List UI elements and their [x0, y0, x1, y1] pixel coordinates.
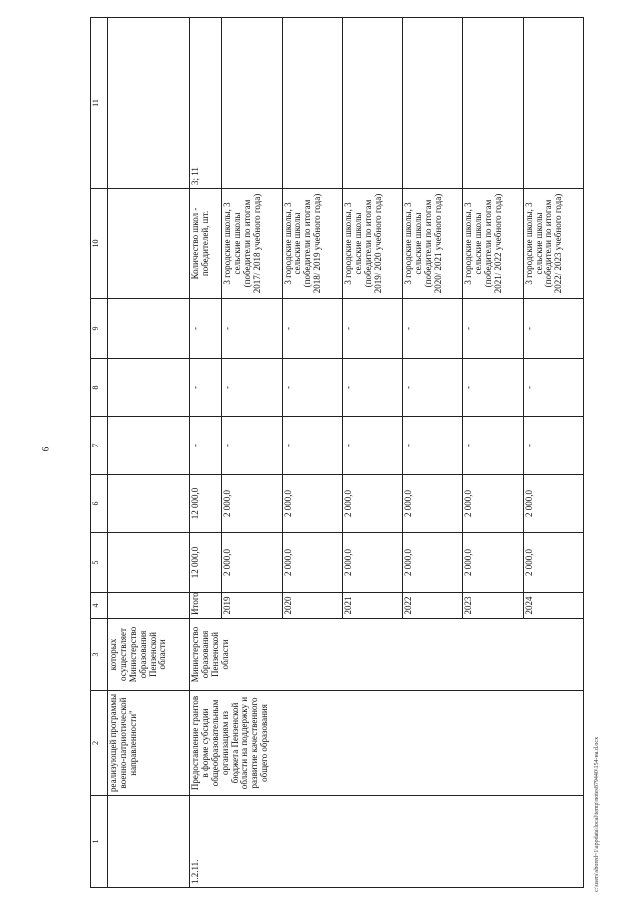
- value-cell: -: [342, 359, 402, 417]
- cell: [108, 189, 190, 299]
- continued-executor: которых осуществляет Министерство образования Пензенской области: [108, 619, 190, 691]
- value-cell: -: [190, 359, 222, 417]
- year-cell: 2022: [403, 593, 463, 619]
- year-cell: 2019: [222, 593, 282, 619]
- item-executor: Министерство образования Пензенской области: [190, 619, 584, 691]
- amount-cell: 2 000,0: [282, 475, 342, 533]
- item-number: 1.2.11.: [190, 796, 584, 888]
- column-number: 1: [91, 796, 108, 888]
- continuation-row: [108, 18, 190, 888]
- reference-cell: 3; 11: [190, 18, 222, 189]
- column-number: 7: [91, 417, 108, 475]
- continued-name: реализующей программы военно-патриотической направленности": [108, 691, 190, 796]
- value-cell: -: [523, 359, 583, 417]
- year-cell: 2023: [463, 593, 523, 619]
- cell: [282, 18, 342, 189]
- amount-cell: 2 000,0: [523, 533, 583, 593]
- value-cell: -: [282, 299, 342, 359]
- column-number: 4: [91, 593, 108, 619]
- value-cell: -: [282, 359, 342, 417]
- cell: [463, 18, 523, 189]
- column-number: 2: [91, 691, 108, 796]
- value-cell: -: [190, 299, 222, 359]
- amount-cell: 2 000,0: [282, 533, 342, 593]
- indicator-cell: 3 городские школы, 3 сельские школы (победители по итогам 2021/ 2022 учебного года): [463, 189, 523, 299]
- year-cell: 2024: [523, 593, 583, 619]
- column-number-row: [91, 18, 108, 888]
- value-cell: -: [282, 417, 342, 475]
- indicator-cell: 3 городские школы, 3 сельские школы (победители по итогам 2017/ 2018 учебного года): [222, 189, 282, 299]
- value-cell: -: [463, 359, 523, 417]
- indicator-cell: 3 городские школы, 3 сельские школы (победители по итогам 2022/ 2023 учебного года): [523, 189, 583, 299]
- cell: [108, 796, 190, 888]
- value-cell: -: [342, 417, 402, 475]
- table-row: [190, 18, 222, 888]
- file-path-footer: c:\users\sbored~1\appdata\local\temp\notes879440\154-на.d.ocx: [594, 736, 600, 892]
- item-name: Предоставление грантов в форме субсидии общеобразовательным организациям из бюджета Пензенской области на поддержку и развитие качественного общего образования: [190, 691, 584, 796]
- indicator-cell: Количество школ - победителей, шт.: [190, 189, 222, 299]
- value-cell: -: [342, 299, 402, 359]
- amount-cell: 2 000,0: [222, 533, 282, 593]
- year-cell: 2021: [342, 593, 402, 619]
- column-number: 5: [91, 533, 108, 593]
- column-number: 6: [91, 475, 108, 533]
- amount-cell: 2 000,0: [463, 533, 523, 593]
- amount-cell: 2 000,0: [463, 475, 523, 533]
- cell: [108, 417, 190, 475]
- cell: [403, 18, 463, 189]
- value-cell: -: [523, 299, 583, 359]
- value-cell: -: [403, 359, 463, 417]
- value-cell: -: [222, 359, 282, 417]
- value-cell: -: [463, 299, 523, 359]
- amount-cell: 12 000,0: [190, 533, 222, 593]
- amount-cell: 2 000,0: [523, 475, 583, 533]
- indicator-cell: 3 городские школы, 3 сельские школы (победители по итогам 2019/ 2020 учебного года): [342, 189, 402, 299]
- amount-cell: 2 000,0: [342, 533, 402, 593]
- value-cell: -: [190, 417, 222, 475]
- cell: [342, 18, 402, 189]
- cell: [108, 475, 190, 533]
- value-cell: -: [463, 417, 523, 475]
- value-cell: -: [403, 417, 463, 475]
- value-cell: -: [222, 299, 282, 359]
- cell: [108, 18, 190, 189]
- amount-cell: 2 000,0: [342, 475, 402, 533]
- amount-cell: 2 000,0: [222, 475, 282, 533]
- cell: [108, 533, 190, 593]
- cell: [108, 359, 190, 417]
- value-cell: -: [222, 417, 282, 475]
- page-number: 9: [40, 446, 50, 452]
- cell: [222, 18, 282, 189]
- year-cell: Итого: [190, 593, 222, 619]
- indicator-cell: 3 городские школы, 3 сельские школы (победители по итогам 2020/ 2021 учебного года): [403, 189, 463, 299]
- cell: [523, 18, 583, 189]
- column-number: 11: [91, 18, 108, 189]
- amount-cell: 12 000,0: [190, 475, 222, 533]
- column-number: 10: [91, 189, 108, 299]
- program-table: [90, 18, 584, 888]
- program-table-grid: [90, 17, 584, 888]
- cell: [108, 593, 190, 619]
- value-cell: -: [523, 417, 583, 475]
- column-number: 8: [91, 359, 108, 417]
- column-number: 3: [91, 619, 108, 691]
- indicator-cell: 3 городские школы, 3 сельские школы (победители по итогам 2018/ 2019 учебного года): [282, 189, 342, 299]
- value-cell: -: [403, 299, 463, 359]
- amount-cell: 2 000,0: [403, 533, 463, 593]
- column-number: 9: [91, 299, 108, 359]
- cell: [108, 299, 190, 359]
- year-cell: 2020: [282, 593, 342, 619]
- amount-cell: 2 000,0: [403, 475, 463, 533]
